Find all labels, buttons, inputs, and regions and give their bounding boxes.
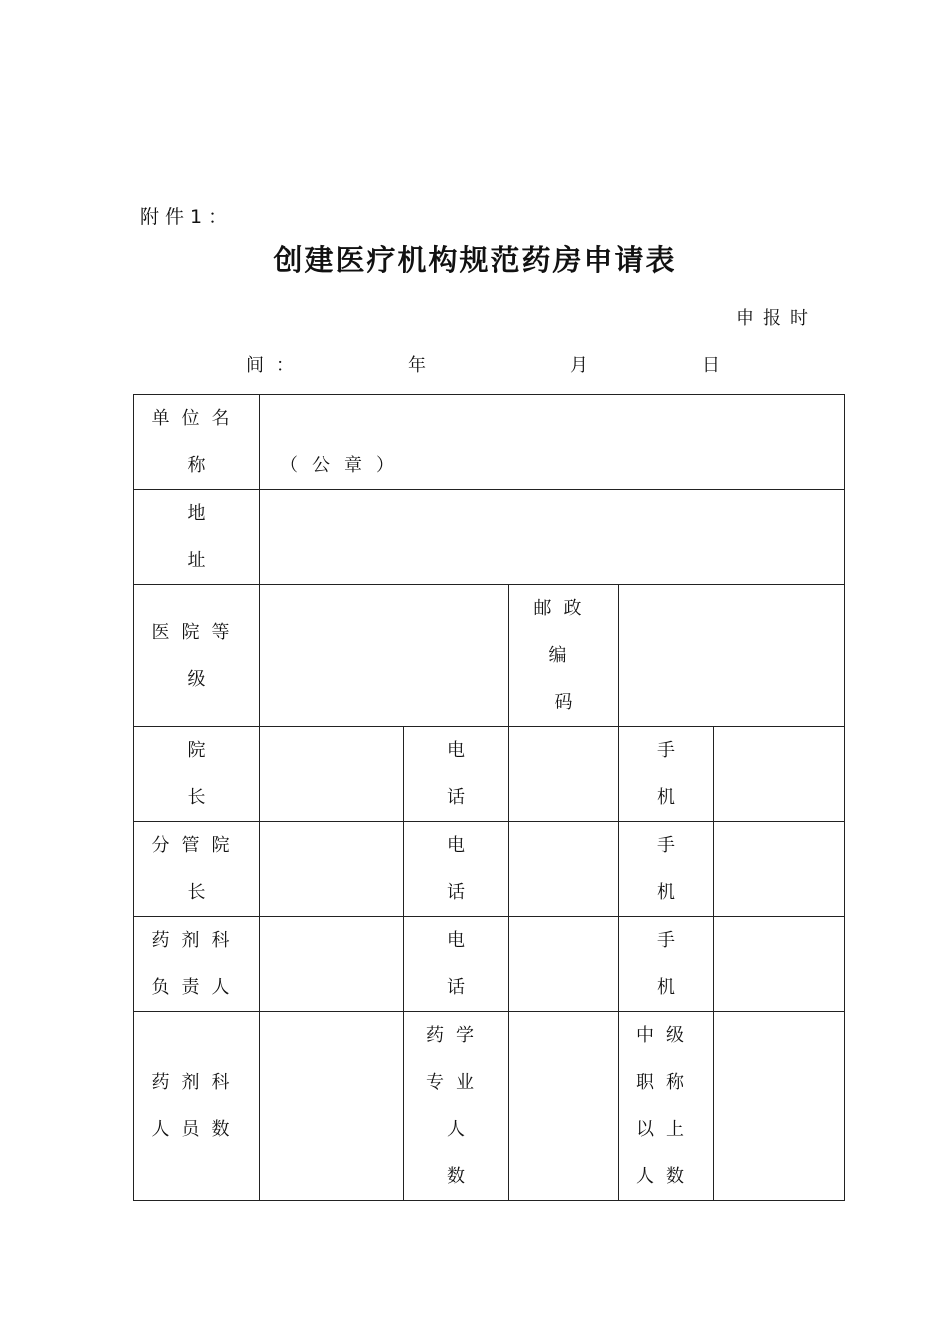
- deputy-director-name-field[interactable]: [260, 822, 404, 917]
- form-title: 创建医疗机构规范药房申请表: [273, 243, 677, 277]
- pharmacy-staff-count-field[interactable]: [260, 1012, 404, 1201]
- pharmacy-staff-count-label: 药剂科 人员数: [134, 1012, 260, 1201]
- director-name-field[interactable]: [260, 727, 404, 822]
- day-label: 日: [702, 355, 720, 376]
- hospital-level-label: 医院等 级: [134, 585, 260, 727]
- postal-code-label: 邮政编 码: [509, 585, 619, 727]
- deputy-director-mobile-field[interactable]: [714, 822, 845, 917]
- attachment-label: 附件1：: [140, 206, 234, 228]
- pharmacy-head-phone-field[interactable]: [509, 917, 619, 1012]
- director-label: 院 长: [134, 727, 260, 822]
- pharmacy-major-count-field[interactable]: [509, 1012, 619, 1201]
- application-form-table: [133, 394, 845, 1201]
- unit-name-label: 单位名 称: [134, 395, 260, 490]
- deputy-director-phone-field[interactable]: [509, 822, 619, 917]
- pharmacy-head-phone-label: 电 话: [404, 917, 509, 1012]
- postal-code-field[interactable]: [619, 585, 845, 727]
- seal-note: （公章）: [280, 455, 408, 476]
- report-date-suffix: 间：: [246, 355, 306, 376]
- row-hospital-level: [134, 585, 845, 727]
- mid-title-count-label: 中级 职称 以上 人数: [619, 1012, 714, 1201]
- row-unit-name: [134, 395, 845, 490]
- hospital-level-field[interactable]: [260, 585, 509, 727]
- row-director: [134, 727, 845, 822]
- director-phone-label: 电 话: [404, 727, 509, 822]
- month-label: 月: [570, 355, 588, 376]
- row-address: [134, 490, 845, 585]
- row-staff-counts: [134, 1012, 845, 1201]
- address-field[interactable]: [260, 490, 845, 585]
- pharmacy-head-mobile-label: 手 机: [619, 917, 714, 1012]
- deputy-director-phone-label: 电 话: [404, 822, 509, 917]
- director-mobile-label: 手 机: [619, 727, 714, 822]
- director-mobile-field[interactable]: [714, 727, 845, 822]
- deputy-director-label: 分管院 长: [134, 822, 260, 917]
- pharmacy-head-label: 药剂科 负责人: [134, 917, 260, 1012]
- pharmacy-major-count-label: 药学 专业 人 数: [404, 1012, 509, 1201]
- address-label: 地 址: [134, 490, 260, 585]
- unit-name-field[interactable]: [260, 395, 845, 490]
- deputy-director-mobile-label: 手 机: [619, 822, 714, 917]
- row-deputy-director: [134, 822, 845, 917]
- director-phone-field[interactable]: [509, 727, 619, 822]
- mid-title-count-field[interactable]: [714, 1012, 845, 1201]
- row-pharmacy-head: [134, 917, 845, 1012]
- pharmacy-head-mobile-field[interactable]: [714, 917, 845, 1012]
- pharmacy-head-name-field[interactable]: [260, 917, 404, 1012]
- report-date-label: 申报时: [736, 308, 817, 329]
- year-label: 年: [408, 355, 426, 376]
